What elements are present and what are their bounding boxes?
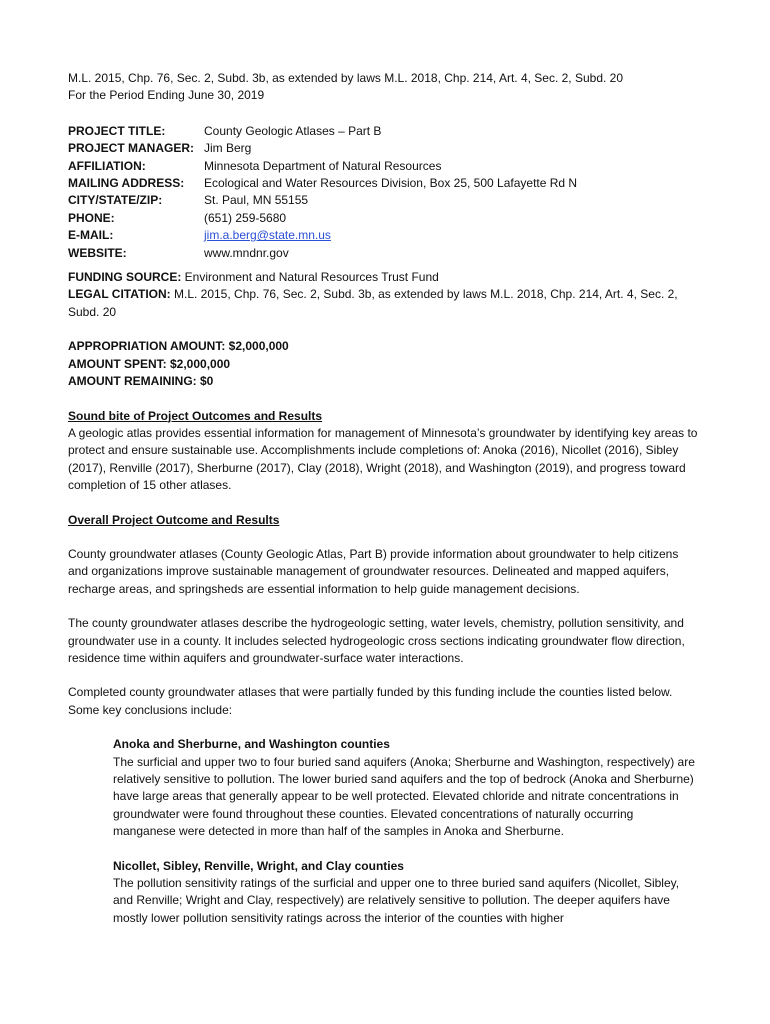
funding-source [68,269,698,286]
conclusion-title: Nicollet, Sibley, Renville, Wright, and Clay counties [113,858,404,873]
funding-section [68,269,698,321]
conclusion-text: The surficial and upper two to four buried sand aquifers (Anoka; Sherburne and Washington, respectively) are relatively sensitive to pollution. The lower buried sand aquifers and the top of bedrock (Anoka and Sherburne) have large areas that generally appear to be well protected. Elevated chloride and nitrate concentrations in groundwater were found throughout these counties. Elevated concentrations of naturally occurring manganese were detected in more than half of the samples in Anoka and Sherburne. [113,754,695,839]
info-value: St. Paul, MN 55155 [204,193,309,208]
funding-source-value: Environment and Natural Resources Trust Fund [181,270,439,285]
info-row [68,245,577,262]
overall-paragraph: Completed county groundwater atlases that were partially funded by this funding include the counties listed below. Some key conclusions include: [68,685,673,717]
info-value: County Geologic Atlases – Part B [204,123,382,138]
document-header [68,70,698,105]
info-row [68,175,577,192]
info-label: AFFILIATION: [68,158,146,173]
overall-paragraph: The county groundwater atlases describe the hydrogeologic setting, water levels, chemistry, pollution sensitivity, and groundwater use in a county. It includes selected hydrogeologic cross sections indicating groundwater flow direction, residence time within aquifers and groundwater-surface water interactions. [68,616,685,665]
info-label: PROJECT MANAGER: [68,141,195,156]
info-label: PHONE: [68,210,115,225]
soundbite-heading: Sound bite of Project Outcomes and Results [68,408,323,423]
period-line: For the Period Ending June 30, 2019 [68,88,265,103]
info-row [68,210,577,227]
appropriation-amount: APPROPRIATION AMOUNT: $2,000,000 [68,339,289,354]
info-row [68,227,577,244]
info-value: Ecological and Water Resources Division, Box 25, 500 Lafayette Rd N [204,176,578,191]
conclusion-title: Anoka and Sherburne, and Washington counties [113,737,390,752]
amounts-section [68,338,698,390]
legal-citation [68,286,698,321]
conclusion-block [68,736,698,840]
info-row [68,123,577,140]
info-value: www.mndnr.gov [204,245,289,260]
info-label: MAILING ADDRESS: [68,176,185,191]
info-value: Jim Berg [204,141,252,156]
amount-spent: AMOUNT SPENT: $2,000,000 [68,356,231,371]
conclusion-text: The pollution sensitivity ratings of the surficial and upper one to three buried sand aquifers (Nicollet, Sibley, and Renville; Wright and Clay, respectively) are relatively sensitive to pollution. The deeper aquifers have mostly lower pollution sensitivity ratings across the interior of the counties with higher [113,876,680,925]
funding-source-label: FUNDING SOURCE: [68,270,182,285]
info-row [68,158,577,175]
legal-citation-label: LEGAL CITATION: [68,287,171,302]
amount-remaining: AMOUNT REMAINING: $0 [68,374,214,389]
project-info-table [68,123,577,262]
email-link[interactable]: jim.a.berg@state.mn.us [204,228,331,243]
info-label: WEBSITE: [68,245,127,260]
info-label: CITY/STATE/ZIP: [68,193,163,208]
info-label: E-MAIL: [68,228,114,243]
info-value: (651) 259-5680 [204,210,287,225]
info-value: Minnesota Department of Natural Resources [204,158,442,173]
soundbite-text: A geologic atlas provides essential information for management of Minnesota’s groundwater by identifying key areas to protect and ensure sustainable use. Accomplishments include completions of: Anoka (2016), Nicollet (2016), Sibley (2017), Renville (2017), Sherburne (2017), Clay (2018), Wright (2018), and Washington (2019), and progress toward completion of 15 other atlases. [68,425,698,493]
conclusion-block [68,858,698,928]
info-value [204,227,577,244]
info-label: PROJECT TITLE: [68,123,166,138]
soundbite-section [68,408,698,495]
info-row [68,140,577,157]
overall-paragraph: County groundwater atlases (County Geologic Atlas, Part B) provide information about groundwater to help citizens and organizations improve sustainable management of groundwater resources. Delineated and mapped aquifers, recharge areas, and springsheds are essential information to help guide management decisions. [68,546,679,596]
info-row [68,192,577,209]
overall-heading: Overall Project Outcome and Results [68,512,280,527]
citation-line: M.L. 2015, Chp. 76, Sec. 2, Subd. 3b, as extended by laws M.L. 2018, Chp. 214, Art. 4, Sec. 2, Subd. 20 [68,71,624,85]
legal-citation-value: M.L. 2015, Chp. 76, Sec. 2, Subd. 3b, as extended by laws M.L. 2018, Chp. 214, Art. 4, Sec. 2, Subd. 20 [68,287,678,319]
